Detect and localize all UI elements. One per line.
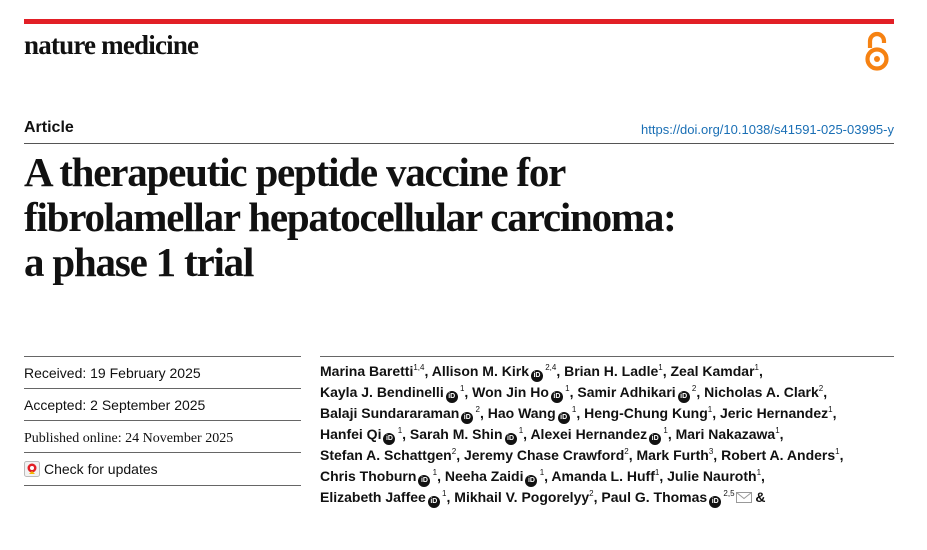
author-separator: , [823, 384, 828, 400]
orcid-icon[interactable]: iD [649, 433, 661, 445]
affiliation-number: 1 [707, 405, 713, 414]
title-line: a phase 1 trial [24, 239, 254, 285]
author-separator: , [713, 447, 722, 463]
author-name[interactable]: Zeal Kamdar [670, 363, 755, 379]
orcid-icon[interactable]: iD [678, 391, 690, 403]
published-date-text: Published online: 24 November 2025 [24, 431, 234, 446]
author-separator: , [523, 426, 531, 442]
accepted-date: Accepted: 2 September 2025 [24, 388, 301, 420]
author-name[interactable]: Elizabeth Jaffee [320, 489, 426, 505]
affiliation-number: 2 [473, 405, 480, 414]
orcid-icon[interactable]: iD [428, 496, 440, 508]
publication-dates [24, 356, 301, 486]
author-name[interactable]: Jeric Hernandez [719, 405, 829, 421]
divider [320, 356, 894, 357]
author-separator: , [779, 426, 784, 442]
author-line [320, 403, 900, 424]
affiliation-number: 3 [708, 447, 714, 456]
affiliation-number: 1 [439, 489, 447, 498]
author-name[interactable]: Hanfei Qi [320, 426, 382, 442]
affiliation-number: 2 [451, 447, 457, 456]
author-separator: , [437, 468, 445, 484]
affiliation-number: 1,4 [413, 363, 425, 372]
orcid-icon[interactable]: iD [531, 370, 543, 382]
author-name[interactable]: Mikhail V. Pogorelyy [454, 489, 590, 505]
affiliation-number: 1 [661, 426, 668, 435]
received-date: Received: 19 February 2025 [24, 356, 301, 388]
affiliation-number: 2 [624, 447, 629, 456]
author-name[interactable]: Brian H. Ladle [564, 363, 659, 379]
author-list [320, 361, 900, 508]
author-separator: , [456, 447, 464, 463]
author-name[interactable]: Neeha Zaidi [444, 468, 524, 484]
affiliation-number: 2 [689, 384, 697, 393]
journal-header-bar [24, 19, 894, 24]
author-name[interactable]: Heng-Chung Kung [584, 405, 708, 421]
author-name[interactable]: Kayla J. Bendinelli [320, 384, 444, 400]
author-separator: , [667, 426, 676, 442]
author-line [320, 382, 900, 403]
author-name[interactable]: Paul G. Thomas [601, 489, 708, 505]
author-name[interactable]: Alexei Hernandez [530, 426, 648, 442]
orcid-icon[interactable]: iD [446, 391, 458, 403]
author-name[interactable]: Chris Thoburn [320, 468, 417, 484]
author-separator: , [761, 468, 765, 484]
check-updates-link[interactable] [24, 452, 301, 486]
author-name[interactable]: Balaji Sundararaman [320, 405, 460, 421]
published-date [24, 420, 301, 452]
title-line: fibrolamellar hepatocellular carcinoma: [24, 194, 676, 240]
author-separator: , [479, 405, 488, 421]
author-separator: , [712, 405, 720, 421]
orcid-icon[interactable]: iD [383, 433, 395, 445]
affiliation-number: 1 [654, 468, 660, 477]
doi-link[interactable]: https://doi.org/10.1038/s41591-025-03995-y [641, 122, 894, 137]
orcid-icon[interactable]: iD [709, 496, 721, 508]
affiliation-number: 1 [562, 384, 570, 393]
author-separator: , [424, 363, 432, 379]
affiliation-number: 1 [658, 363, 663, 372]
author-name[interactable]: Jeremy Chase Crawford [463, 447, 625, 463]
affiliation-number: 2 [589, 489, 594, 498]
author-separator: , [696, 384, 705, 400]
author-line [320, 445, 900, 466]
author-line [320, 487, 900, 508]
author-separator: , [569, 384, 578, 400]
check-updates-label: Check for updates [44, 461, 158, 477]
affiliation-number: 1 [828, 405, 833, 414]
author-name[interactable]: Hao Wang [487, 405, 556, 421]
author-separator: & [751, 489, 766, 505]
affiliation-number: 1 [754, 363, 759, 372]
author-separator: , [446, 489, 455, 505]
orcid-icon[interactable]: iD [558, 412, 570, 424]
author-separator: , [544, 468, 552, 484]
author-name[interactable]: Allison M. Kirk [431, 363, 529, 379]
affiliation-number: 1 [835, 447, 840, 456]
author-name[interactable]: Won Jin Ho [472, 384, 549, 400]
affiliation-number: 1 [457, 384, 465, 393]
orcid-icon[interactable]: iD [551, 391, 563, 403]
author-separator: , [593, 489, 602, 505]
affiliation-number: 1 [569, 405, 577, 414]
author-separator: , [402, 426, 410, 442]
author-separator: , [464, 384, 473, 400]
journal-name[interactable]: nature medicine [24, 30, 199, 60]
affiliation-number: 1 [430, 468, 438, 477]
author-separator: , [576, 405, 585, 421]
affiliation-number: 1 [775, 426, 780, 435]
affiliation-number: 1 [516, 426, 524, 435]
check-for-updates-icon [24, 461, 40, 477]
email-icon[interactable] [736, 492, 752, 503]
orcid-icon[interactable]: iD [525, 475, 537, 487]
author-line [320, 361, 900, 382]
author-separator: , [659, 468, 668, 484]
orcid-icon[interactable]: iD [505, 433, 517, 445]
affiliation-number: 1 [537, 468, 545, 477]
author-name[interactable]: Amanda L. Huff [551, 468, 655, 484]
author-name[interactable]: Mari Nakazawa [675, 426, 776, 442]
author-name[interactable]: Samir Adhikari [577, 384, 676, 400]
affiliation-number: 2 [818, 384, 824, 393]
author-name[interactable]: Sarah M. Shin [409, 426, 503, 442]
author-name[interactable]: Mark Furth [636, 447, 709, 463]
author-name[interactable]: Nicholas A. Clark [704, 384, 819, 400]
title-line: A therapeutic peptide vaccine for [24, 149, 566, 195]
author-separator: , [758, 363, 763, 379]
author-line [320, 466, 900, 487]
author-name[interactable]: Marina Baretti [320, 363, 414, 379]
affiliation-number: 2,4 [542, 363, 557, 372]
author-separator: , [662, 363, 671, 379]
author-separator: , [628, 447, 637, 463]
affiliation-number: 2,5 [721, 489, 735, 498]
open-access-lock-icon [862, 30, 892, 72]
affiliation-number: 1 [756, 468, 762, 477]
orcid-icon[interactable]: iD [418, 475, 430, 487]
divider [24, 143, 894, 144]
article-title [24, 150, 904, 285]
author-name[interactable]: Robert A. Anders [721, 447, 836, 463]
author-separator: , [839, 447, 844, 463]
affiliation-number: 1 [395, 426, 403, 435]
article-type-label: Article [24, 119, 74, 136]
author-separator: , [556, 363, 565, 379]
author-line [320, 424, 900, 445]
author-separator: , [832, 405, 837, 421]
author-name[interactable]: Stefan A. Schattgen [320, 447, 452, 463]
orcid-icon[interactable]: iD [461, 412, 473, 424]
author-name[interactable]: Julie Nauroth [667, 468, 757, 484]
